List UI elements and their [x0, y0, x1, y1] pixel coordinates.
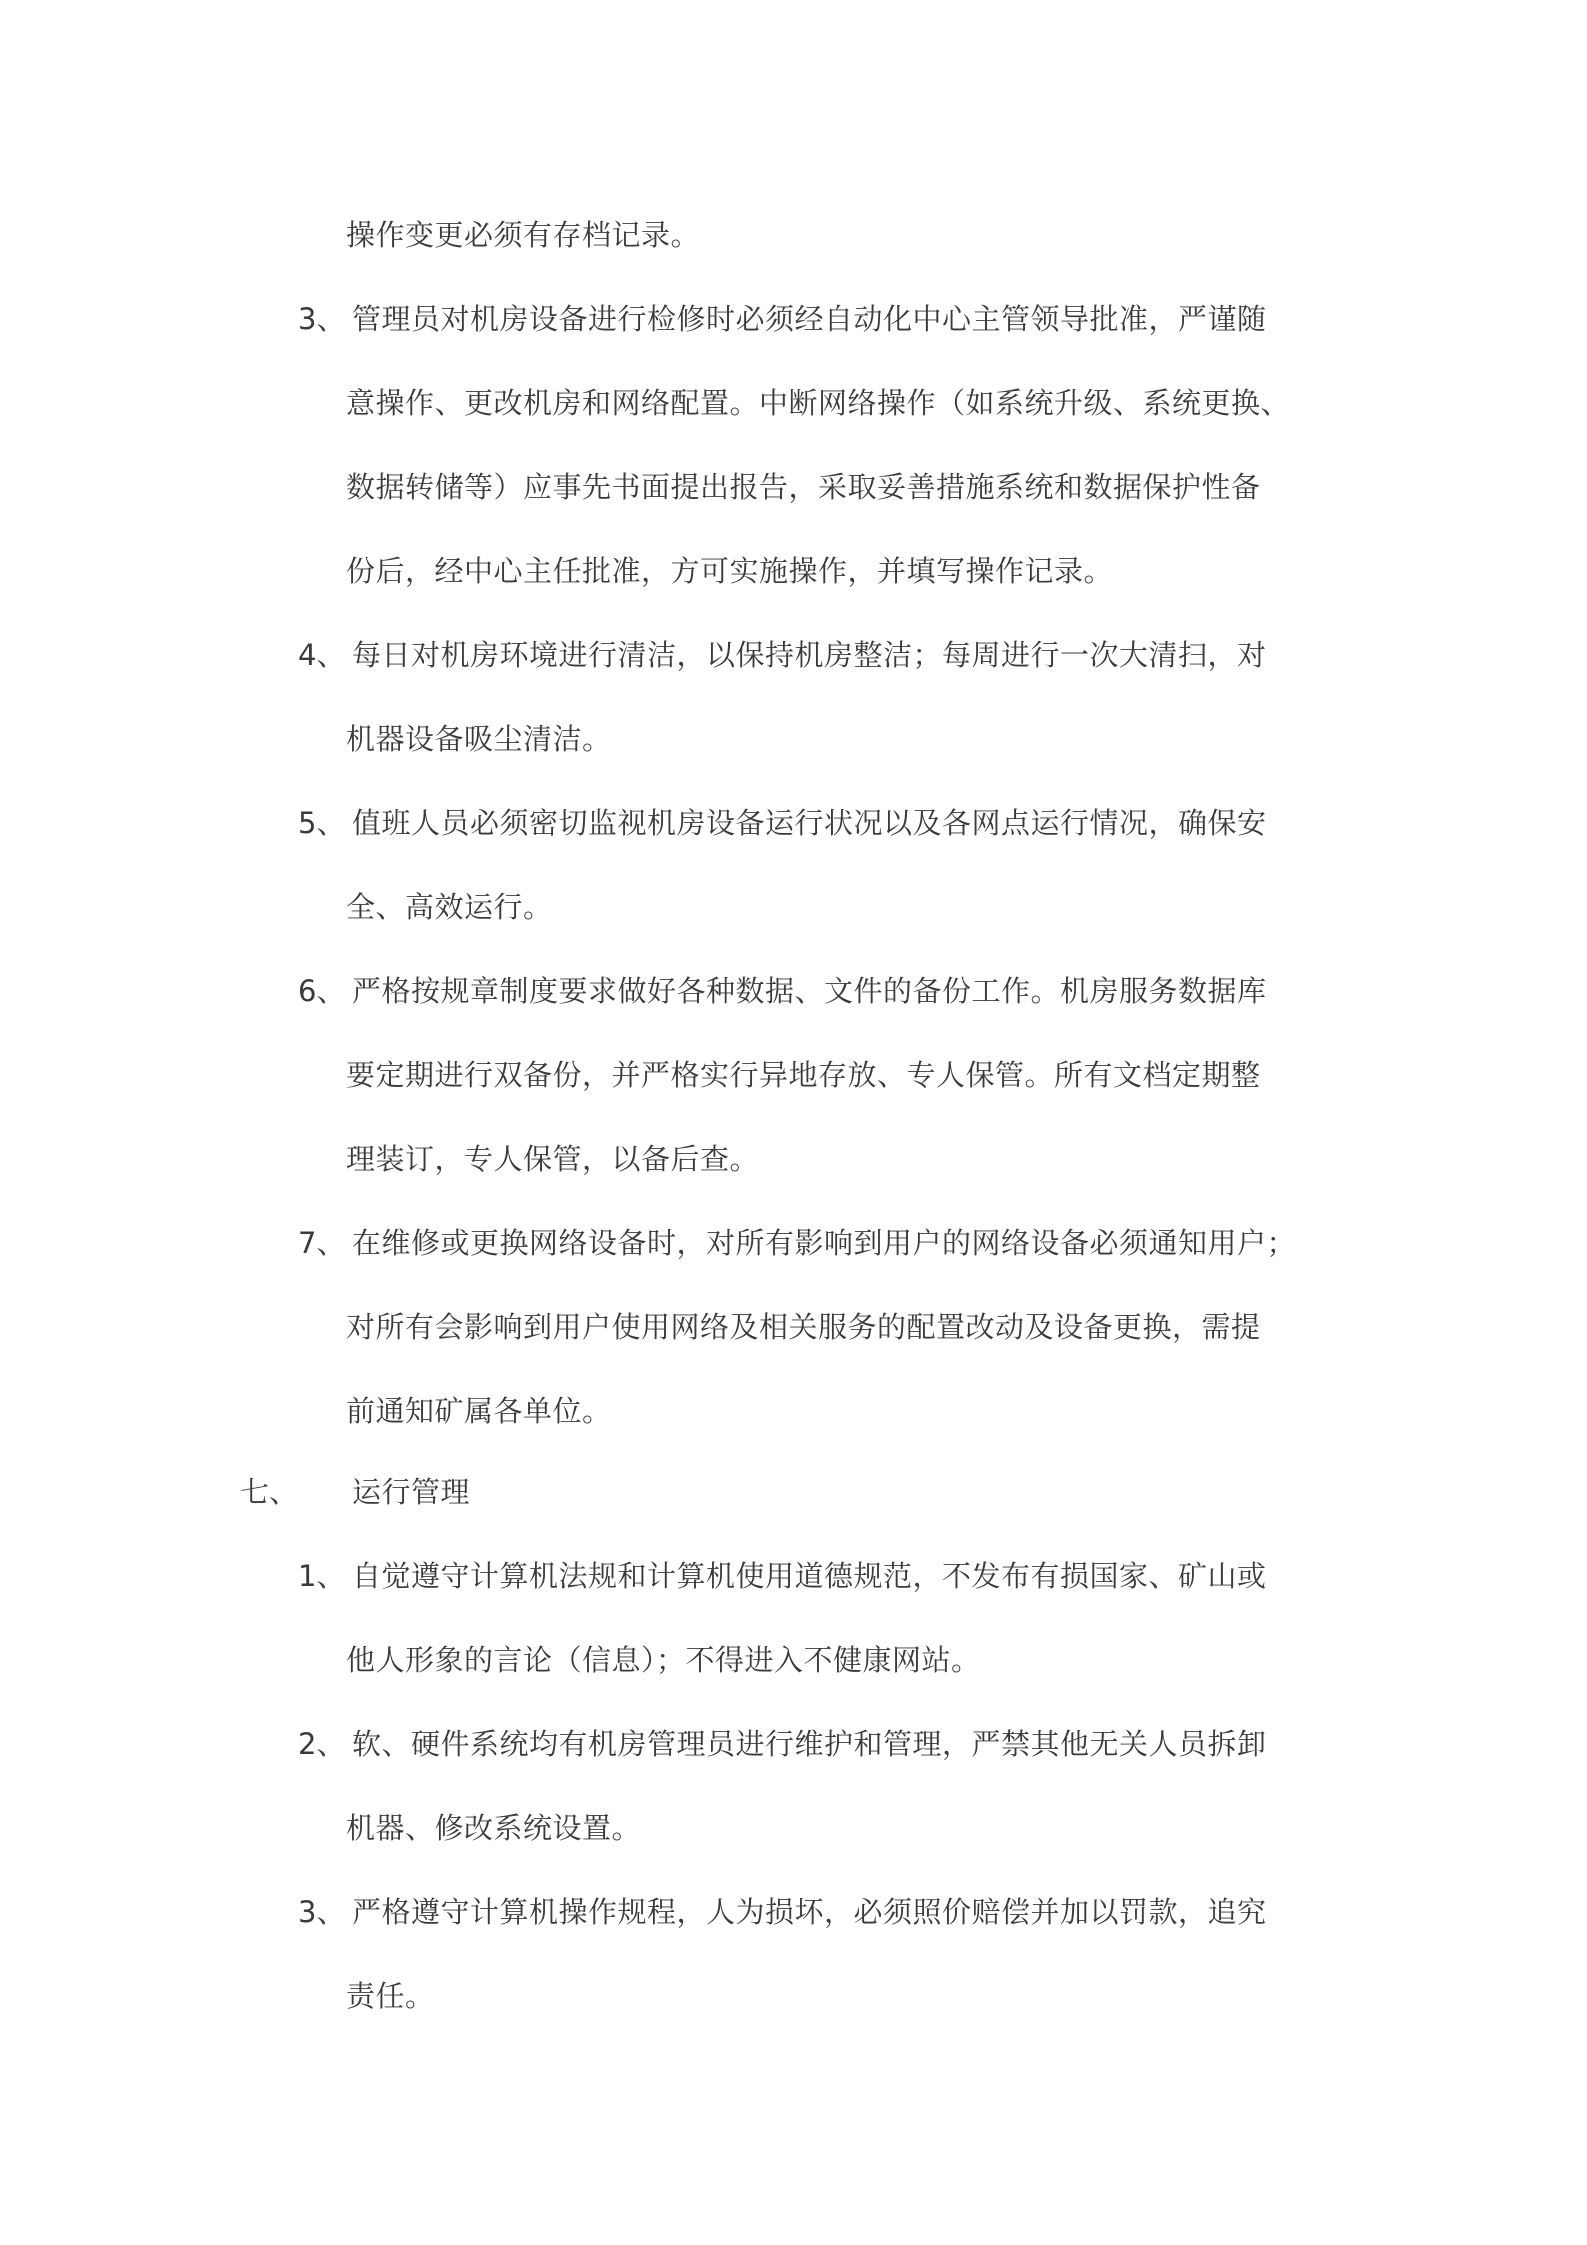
- list-item-line: 严格遵守计算机操作规程，人为损坏，必须照价赔偿并加以罚款，追究: [352, 1895, 1267, 1929]
- list-item-line: 责任。: [346, 1979, 435, 2013]
- list-number: 5、: [298, 806, 346, 840]
- list-item-line: 前通知矿属各单位。: [346, 1394, 612, 1428]
- list-item-line: 软、硬件系统均有机房管理员进行维护和管理，严禁其他无关人员拆卸: [352, 1727, 1267, 1761]
- list-number: 3、: [298, 302, 346, 336]
- list-item-line: 在维修或更换网络设备时，对所有影响到用户的网络设备必须通知用户；: [352, 1226, 1297, 1260]
- list-number: 4、: [298, 638, 346, 672]
- list-item-line: 机器、修改系统设置。: [346, 1811, 642, 1845]
- list-item-line: 严格按规章制度要求做好各种数据、文件的备份工作。机房服务数据库: [352, 974, 1267, 1008]
- list-item-line: 数据转储等）应事先书面提出报告，采取妥善措施系统和数据保护性备: [346, 470, 1261, 504]
- paragraph-line: 操作变更必须有存档记录。: [346, 218, 701, 252]
- section-heading: 运行管理: [352, 1475, 471, 1509]
- list-item-line: 值班人员必须密切监视机房设备运行状况以及各网点运行情况，确保安: [352, 806, 1267, 840]
- section-number: 七、: [240, 1475, 299, 1509]
- list-item-line: 对所有会影响到用户使用网络及相关服务的配置改动及设备更换，需提: [346, 1310, 1261, 1344]
- list-number: 3、: [298, 1895, 346, 1929]
- list-item-line: 机器设备吸尘清洁。: [346, 722, 612, 756]
- list-item-line: 意操作、更改机房和网络配置。中断网络操作（如系统升级、系统更换、: [346, 386, 1291, 420]
- list-item-line: 管理员对机房设备进行检修时必须经自动化中心主管领导批准，严谨随: [352, 302, 1267, 336]
- list-number: 6、: [298, 974, 346, 1008]
- list-item-line: 每日对机房环境进行清洁，以保持机房整洁；每周进行一次大清扫，对: [352, 638, 1267, 672]
- list-item-line: 他人形象的言论（信息）；不得进入不健康网站。: [346, 1643, 981, 1677]
- list-number: 2、: [298, 1727, 346, 1761]
- list-item-line: 全、高效运行。: [346, 890, 553, 924]
- list-number: 7、: [298, 1226, 346, 1260]
- list-item-line: 份后，经中心主任批准，方可实施操作，并填写操作记录。: [346, 554, 1114, 588]
- list-item-line: 要定期进行双备份，并严格实行异地存放、专人保管。所有文档定期整: [346, 1058, 1261, 1092]
- list-item-line: 自觉遵守计算机法规和计算机使用道德规范，不发布有损国家、矿山或: [352, 1559, 1267, 1593]
- list-number: 1、: [298, 1559, 346, 1593]
- list-item-line: 理装订，专人保管，以备后查。: [346, 1142, 760, 1176]
